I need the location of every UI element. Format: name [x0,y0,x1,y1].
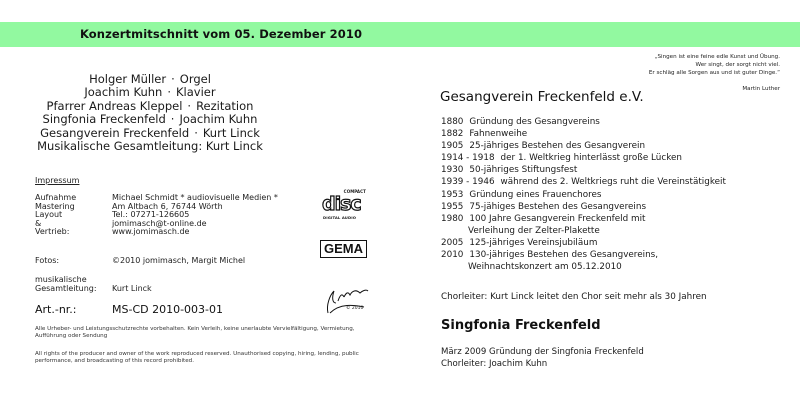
credit-line-final: Musikalische Gesamtleitung: Kurt Linck [37,139,263,154]
timeline-item [441,176,726,188]
quote-line: Er schläg alle Sorgen aus und ist guter Dinge.“ [648,70,780,76]
credit-line [20,113,280,126]
timeline-text: 50-jähriges Stiftungsfest [469,165,578,176]
timeline-text: 75-jähiges Bestehen des Gesangvereins [469,201,647,212]
timeline-item-continuation: Weihnachtskonzert am 05.12.2010 [468,262,622,273]
performer-credits [20,73,280,153]
timeline-item [441,189,726,201]
impressum-label: Aufnahme [35,193,77,202]
article-number-value: MS-CD 2010-003-01 [112,303,224,316]
timeline-year: 2010 [441,250,464,261]
impressum-company: Michael Schmidt * audiovisuelle Medien * [112,193,278,202]
timeline-item [441,152,726,164]
musical-direction-label-line: Gesamtleitung: [35,283,97,293]
credit-line [20,86,280,99]
fotos-label: Fotos: [35,256,60,265]
timeline-text: 125-jähriges Vereinsjubiläum [469,237,598,248]
impressum-label: & [35,218,42,228]
concert-title: Konzertmitschnitt vom 05. Dezember 2010 [80,27,363,41]
quote-line: Wer singt, der sorgt nicht viel. [695,62,780,68]
timeline-item [441,116,726,128]
quote-line: „Singen ist eine feine edle Kunst und Übung. [654,54,780,60]
credit-line [20,73,280,86]
credit-line [20,127,280,140]
signature-year: © 2010 [346,306,364,311]
impressum-website-link[interactable]: www.jomimasch.de [112,227,190,237]
credit-role: Orgel [179,72,211,86]
impressum-labels [35,194,76,237]
timeline-text: 130-jähriges Bestehen des Gesangvereins, [469,250,659,261]
impressum-label: Layout [35,210,63,220]
timeline-text: während des 2. Weltkriegs ruht die Vereinstätigkeit [500,177,726,188]
credit-separator: · [170,112,175,127]
timeline-year: 1953 [441,189,464,200]
musical-direction-label [35,276,97,293]
credit-name: Pfarrer Andreas Kleppel [46,98,183,113]
timeline-text: Gründung eines Frauenchores [469,189,602,200]
musical-direction-label-line: musikalische [35,275,87,284]
club-timeline [441,116,726,273]
timeline-year: 1905 [441,141,464,152]
credit-role: Klavier [176,85,216,100]
credit-role: Joachim Kuhn [179,112,258,127]
credit-line [20,100,280,113]
credit-separator: · [171,72,175,86]
timeline-year: 1914 - 1918 [441,153,495,164]
singfonia-heading: Singfonia Freckenfeld [441,318,601,333]
timeline-text: 25-jähriges Bestehen des Gesangverein [469,141,646,152]
cd-logo-digital-text: DIGITAL AUDIO [323,215,357,220]
timeline-item [441,249,726,261]
impressum-email-link[interactable]: jomimasch@t-online.de [112,218,207,228]
timeline-year: 1882 [441,129,464,140]
cd-logo-disc-text: disc [322,193,361,215]
impressum-phone: Tel.: 07271-126605 [112,210,190,220]
impressum-address: Am Altbach 6, 76744 Wörth [112,201,223,211]
singfonia-info [441,347,644,370]
luther-quote [649,53,780,77]
club-heading: Gesangverein Freckenfeld e.V. [440,89,644,105]
timeline-text: der 1. Weltkrieg hinterlässt große Lücken [500,153,682,164]
timeline-item-continuation: Verleihung der Zelter-Plakette [468,225,600,236]
legal-notice-english: All rights of the producer and owner of the work reproduced reserved. Unauthorised copying, hiring, lending, public performance, and broadcasting of this record prohibited. [35,351,359,365]
signature-icon [320,285,370,317]
timeline-year: 1930 [441,165,464,176]
choir-leader-note: Chorleiter: Kurt Linck leitet den Chor seit mehr als 30 Jahren [441,292,707,302]
timeline-item [441,213,726,225]
credit-separator: · [187,98,192,113]
credit-separator: · [167,85,172,100]
quote-author: Martin Luther [742,86,780,92]
timeline-year: 1880 [441,117,464,127]
cd-logo-compact-text: COMPACT [343,189,366,194]
timeline-year: 2005 [441,237,464,248]
timeline-text: Gründung des Gesangvereins [469,117,600,127]
article-number-label: Art.-nr.: [35,303,77,316]
singfonia-choir-leader: Chorleiter: Joachim Kuhn [441,358,548,369]
credit-name: Holger Müller [89,72,167,86]
credit-role: Kurt Linck [202,125,260,140]
timeline-text: 100 Jahre Gesangverein Freckenfeld mit [469,213,646,224]
impressum-label: Mastering [35,201,75,211]
timeline-year: 1939 - 1946 [441,177,495,188]
gema-logo: GEMA [320,240,367,258]
timeline-item [441,237,726,249]
timeline-year: 1955 [441,201,464,212]
timeline-item [441,128,726,140]
impressum-heading: Impressum [35,176,80,185]
timeline-year: 1980 [441,213,464,224]
singfonia-founding: März 2009 Gründung der Singfonia Freckenfeld [441,347,644,357]
credit-name: Singfonia Freckenfeld [42,112,166,127]
timeline-item [441,164,726,176]
credit-role: Rezitation [196,98,254,113]
fotos-value: ©2010 jomimasch, Margit Michel [112,256,246,265]
timeline-text: Fahnenweihe [469,129,528,140]
credit-name: Joachim Kuhn [84,85,163,100]
timeline-item [441,201,726,213]
compact-disc-logo-icon [322,190,366,222]
timeline-item [441,140,726,152]
credit-separator: · [194,125,198,140]
legal-notice-german: Alle Urheber- und Leistungsschutzrechte vorbehalten. Kein Verleih, keine unerlaubte Vervielfältigung, Vermietung, Aufführung oder Sendung [35,326,355,340]
credit-name: Gesangverein Freckenfeld [40,125,190,140]
impressum-label: Vertrieb: [35,227,70,237]
impressum-values [112,194,278,237]
musical-direction-value: Kurt Linck [112,284,152,293]
